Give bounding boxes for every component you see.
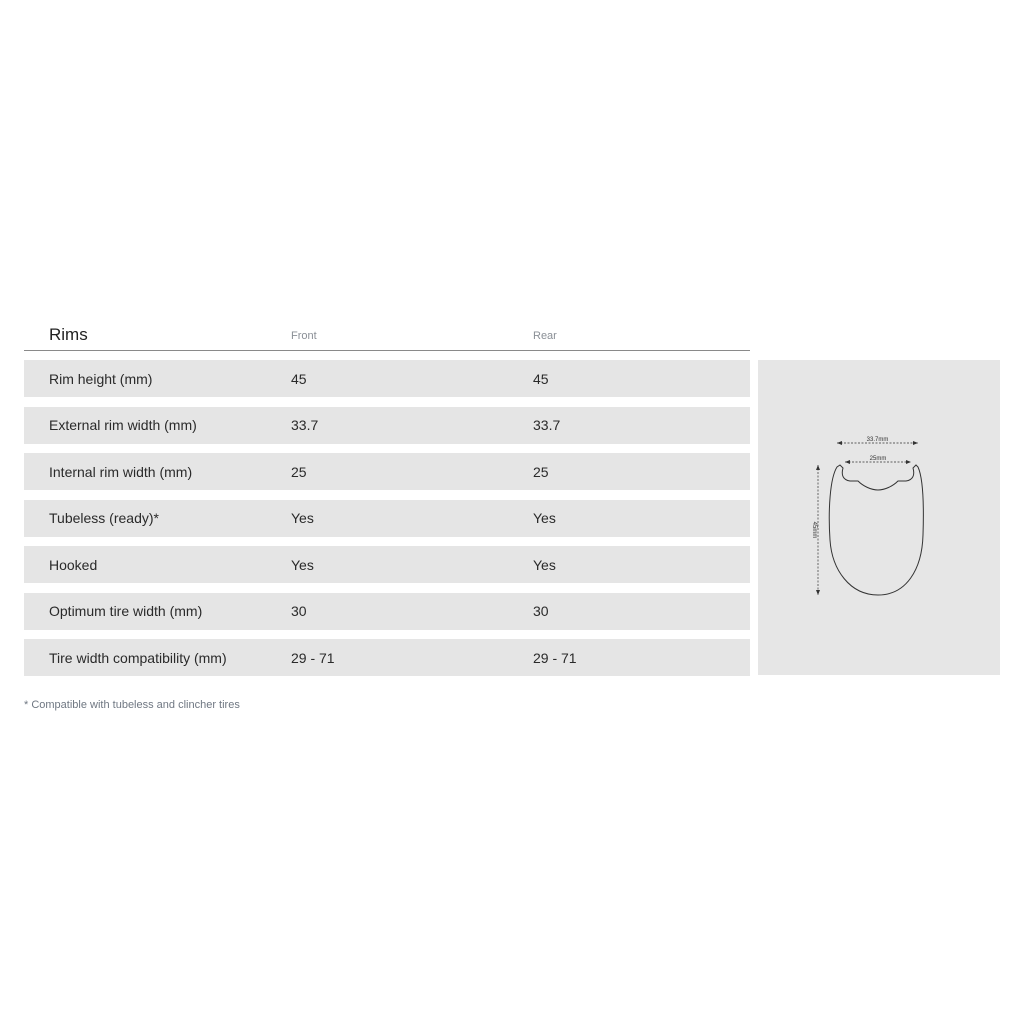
spec-label: Optimum tire width (mm) (49, 603, 203, 619)
internal-width-label: 25mm (869, 456, 887, 462)
column-header-front: Front (291, 330, 317, 342)
arrowhead (816, 465, 820, 470)
section-title: Rims (49, 325, 88, 344)
spec-value-front: 25 (291, 463, 307, 480)
spec-value-front: 45 (291, 370, 307, 387)
spec-value-rear: Yes (533, 510, 556, 526)
spec-row (24, 500, 750, 537)
spec-label: Hooked (49, 556, 98, 573)
arrowhead (845, 460, 850, 464)
rim-profile-svg (758, 360, 1000, 675)
column-header-rear: Rear (533, 330, 557, 342)
spec-label: Rim height (mm) (49, 370, 153, 387)
spec-value-rear: Yes (533, 556, 556, 573)
rims-spec-table (24, 320, 750, 686)
spec-table-header (24, 320, 750, 351)
spec-label: Internal rim width (mm) (49, 463, 193, 480)
arrowhead (913, 441, 918, 445)
spec-row (24, 453, 750, 490)
spec-value-front: Yes (291, 556, 314, 573)
spec-rows (24, 360, 750, 676)
spec-row (24, 639, 750, 676)
spec-value-rear: 25 (533, 463, 549, 480)
rim-outline (829, 465, 923, 595)
arrowhead (906, 460, 911, 464)
rim-profile-diagram (758, 360, 1000, 675)
spec-value-rear: 45 (533, 370, 549, 387)
spec-value-rear: 30 (533, 603, 549, 619)
spec-label: Tire width compatibility (mm) (49, 649, 227, 666)
external-width-label: 33.7mm (866, 437, 889, 443)
spec-row (24, 593, 750, 630)
arrowhead (837, 441, 842, 445)
spec-value-rear: 33.7 (533, 417, 561, 433)
spec-value-front: 33.7 (291, 417, 319, 433)
height-label: 45mm (811, 521, 817, 539)
spec-label: Tubeless (ready)* (49, 510, 159, 526)
spec-label: External rim width (mm) (49, 417, 197, 433)
spec-row (24, 407, 750, 444)
spec-row (24, 546, 750, 583)
spec-value-front: Yes (291, 510, 314, 526)
spec-row (24, 360, 750, 397)
spec-value-front: 30 (291, 603, 307, 619)
footnote: * Compatible with tubeless and clincher tires (24, 699, 240, 711)
spec-value-front: 29 - 71 (291, 649, 335, 666)
spec-value-rear: 29 - 71 (533, 649, 577, 666)
arrowhead (816, 590, 820, 595)
